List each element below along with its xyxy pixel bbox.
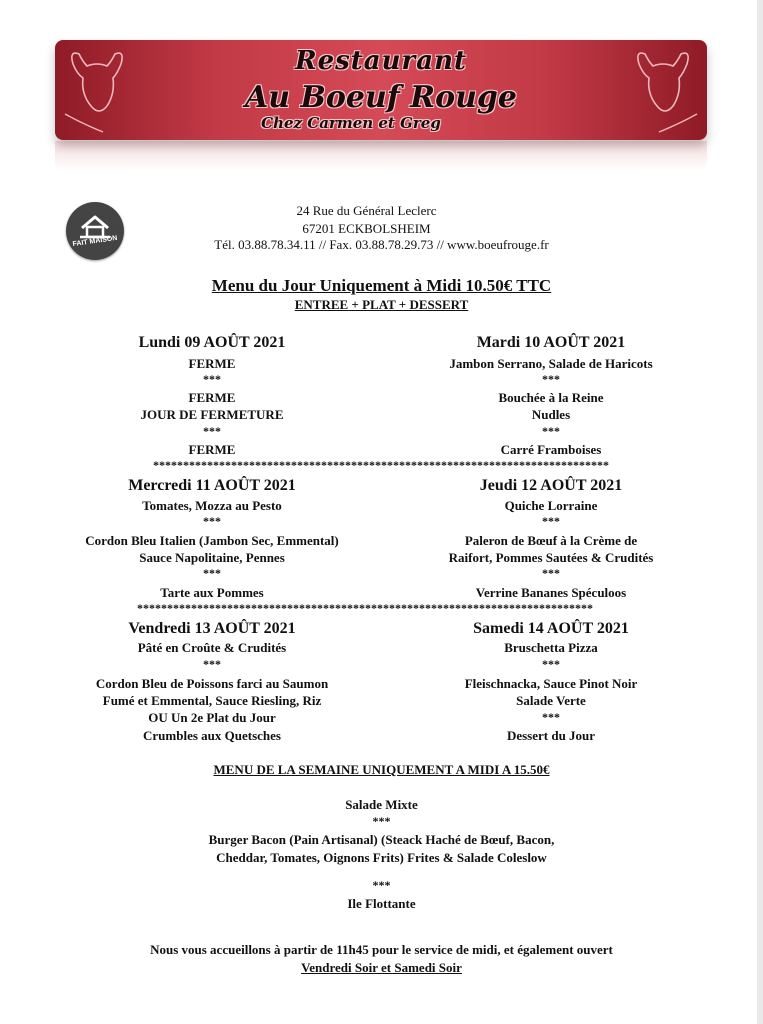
weekly-menu-title: MENU DE LA SEMAINE UNIQUEMENT A MIDI A 15.50€ (213, 762, 550, 777)
weekly-main-line2: Cheddar, Tomates, Oignons Frits) Frites & Salade Coleslow (216, 850, 547, 865)
dish: Verrine Bananes Spéculoos (475, 585, 627, 600)
dish: Cordon Bleu Italien (Jambon Sec, Emmental) (85, 533, 339, 548)
dish: FERME (188, 442, 236, 457)
day-title: Vendredi 13 AOÛT 2021 (128, 620, 296, 637)
address-contact: Tél. 03.88.78.34.11 // Fax. 03.88.78.29.73 // www.boeufrouge.fr (214, 237, 549, 252)
address-city: 67201 ECKBOLSHEIM (302, 221, 431, 236)
banner-title-line2: Au Boeuf Rouge (245, 80, 517, 115)
day-title: Mardi 10 AOÛT 2021 (476, 334, 626, 351)
day-title: Mercredi 11 AOÛT 2021 (128, 477, 296, 494)
weekly-main-line1: Burger Bacon (Pain Artisanal) (Steack Haché de Bœuf, Bacon, (208, 832, 555, 847)
dish: Tomates, Mozza au Pesto (142, 498, 282, 513)
menu-title: Menu du Jour Uniquement à Midi 10.50€ TTC (211, 276, 552, 295)
banner-title-line1: Restaurant (294, 46, 467, 76)
separator-stars: *** (542, 657, 560, 671)
dish: Fumé et Emmental, Sauce Riesling, Riz (102, 693, 322, 708)
menu-subtitle: ENTREE + PLAT + DESSERT (294, 297, 469, 312)
banner-reflection (55, 141, 707, 171)
dish: Sauce Napolitaine, Pennes (139, 550, 285, 565)
separator-stars: *** (203, 657, 221, 671)
footer-hours: Nous vous accueillons à partir de 11h45 pour le service de midi, et également ouvert (150, 942, 613, 957)
dish: Salade Verte (516, 693, 586, 708)
dish: Bruschetta Pizza (504, 640, 598, 655)
separator-stars: *** (372, 878, 391, 892)
dish: Tarte aux Pommes (160, 585, 264, 600)
dish: Raifort, Pommes Sautées & Crudités (448, 550, 654, 565)
separator-stars: *** (542, 372, 560, 386)
separator-stars: *** (542, 514, 560, 528)
address-street: 24 Rue du Général Leclerc (296, 203, 437, 218)
weekly-dessert: Ile Flottante (347, 896, 416, 911)
dish: OU Un 2e Plat du Jour (148, 710, 276, 725)
dish: Cordon Bleu de Poissons farci au Saumon (95, 676, 329, 691)
dish: Crumbles aux Quetsches (143, 728, 281, 743)
dish: Pâté en Croûte & Crudités (137, 640, 287, 655)
dish: Paleron de Bœuf à la Crème de (464, 533, 638, 548)
day-title: Lundi 09 AOÛT 2021 (138, 334, 286, 351)
separator-stars: *** (372, 814, 391, 828)
restaurant-banner (55, 40, 707, 140)
dish: Fleischnacka, Sauce Pinot Noir (464, 676, 638, 691)
separator-stars: *** (203, 424, 221, 438)
separator-stars: *** (203, 566, 221, 580)
day-title: Jeudi 12 AOÛT 2021 (479, 477, 623, 494)
day-title: Samedi 14 AOÛT 2021 (473, 620, 629, 637)
footer-evenings: Vendredi Soir et Samedi Soir (301, 960, 462, 975)
dish: Carré Framboises (500, 442, 602, 457)
dish: Bouchée à la Reine (498, 390, 604, 405)
banner-title-line3: Chez Carmen et Greg (261, 114, 441, 132)
separator-stars: *** (542, 566, 560, 580)
dish: Nudles (531, 407, 571, 422)
separator-stars: *** (203, 372, 221, 386)
dish: FERME (188, 356, 236, 371)
row-separator: **************************************************************************** (137, 601, 593, 615)
dish: Jambon Serrano, Salade de Haricots (449, 356, 653, 371)
dish: JOUR DE FERMETURE (140, 407, 284, 422)
logo-label: FAIT MAISON (72, 234, 118, 249)
separator-stars: *** (203, 514, 221, 528)
separator-stars: *** (542, 710, 560, 724)
dish: FERME (188, 390, 236, 405)
row-separator: **************************************************************************** (153, 458, 609, 472)
dish: Quiche Lorraine (504, 498, 598, 513)
separator-stars: *** (542, 424, 560, 438)
dish: Dessert du Jour (506, 728, 596, 743)
weekly-starter: Salade Mixte (345, 797, 418, 812)
